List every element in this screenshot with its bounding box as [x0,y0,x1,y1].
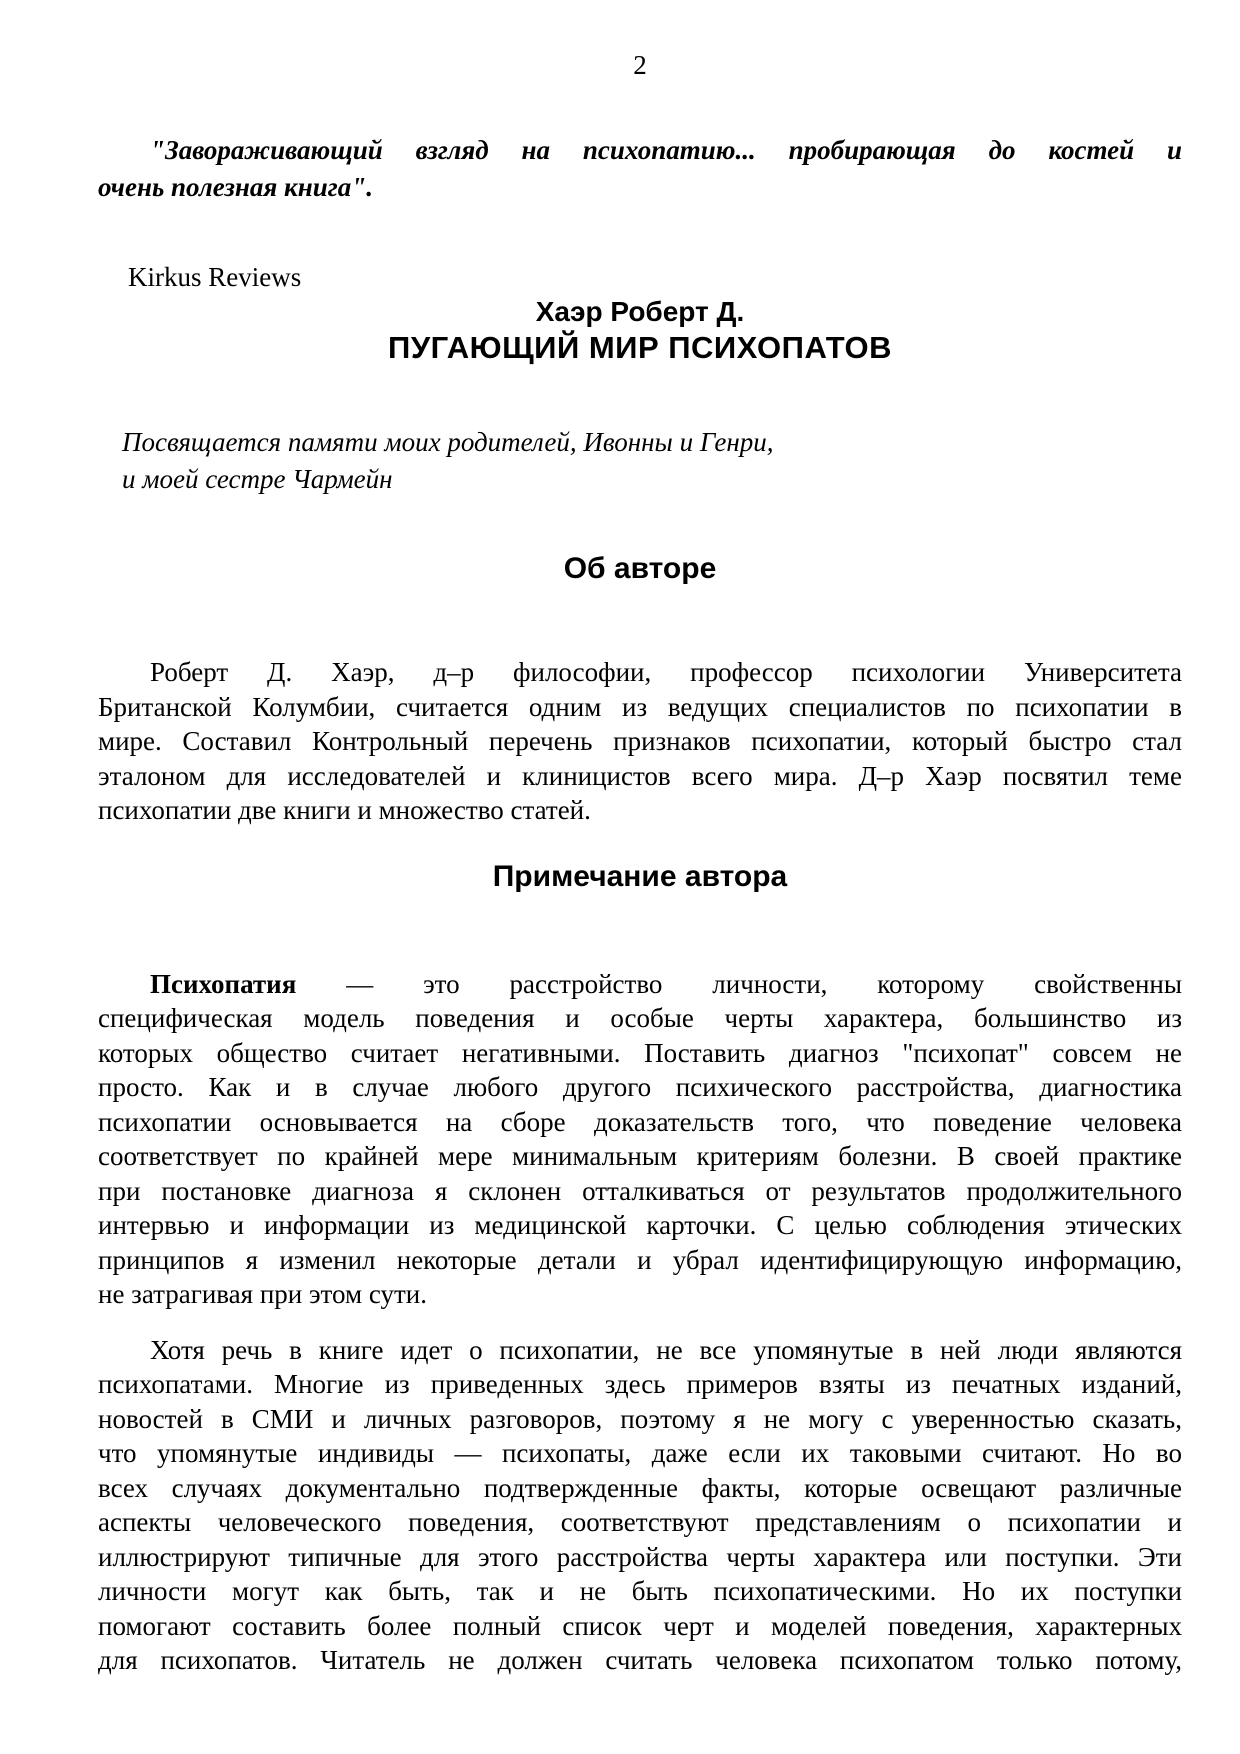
text-line: психопатами. Многие из приведенных здесь примеров взяты из печатных изданий, [98,1369,1182,1399]
paragraph-lead-word: Психопатия [150,968,297,999]
authors-note-paragraph-1 [98,967,1182,1312]
text-line: для психопатов. Читатель не должен считать человека психопатом только потому, [98,1645,1182,1675]
text-line: просто. Как и в случае любого другого психического расстройства, диагностика [98,1072,1182,1102]
text-line: не затрагивая при этом сути. [98,1279,427,1309]
section-heading-about-author: Об авторе [563,552,717,585]
review-attribution: Kirkus Reviews [128,262,302,292]
text-line [98,967,1182,1002]
text-line: специфическая модель поведения и особые черты характера, большинство из [98,1003,1182,1033]
page-number: 2 [633,50,647,80]
text-line: Британской Колумбии, считается одним из ведущих специалистов по психопатии в [98,691,1182,722]
text-line: что упомянутые индивиды — психопаты, даже если их таковыми считают. Но во [98,1438,1182,1468]
review-quote-line: очень полезная книга". [98,172,373,202]
about-author-paragraph [98,655,1182,828]
text-line: новостей в СМИ и личных разговоров, поэтому я не могу с уверенностью сказать, [98,1403,1182,1434]
text-line: всех случаях документально подтвержденные факты, которые освещают различные [98,1472,1182,1503]
text-line: психопатии основывается на сборе доказательств того, что поведение человека [98,1106,1182,1137]
text-line: мире. Составил Контрольный перечень признаков психопатии, который быстро стал [98,726,1182,756]
dedication [122,424,1182,498]
text-line: психопатии две книги и множество статей. [98,795,591,825]
text-line: которых общество считает негативными. Поставить диагноз "психопат" совсем не [98,1037,1182,1068]
text-line: Роберт Д. Хаэр, д–р философии, профессор психологии Университета [150,657,1182,687]
dedication-line: и моей сестре Чармейн [122,464,393,494]
dedication-line: Посвящается памяти моих родителей, Ивонны и Генри, [122,427,774,457]
text-line: при постановке диагноза я склонен отталкиваться от результатов продолжительного [98,1175,1182,1206]
book-title-text: ПУГАЮЩИЙ МИР ПСИХОПАТОВ [388,330,892,365]
text-line: принципов я изменил некоторые детали и убрал идентифицирующую информацию, [98,1244,1182,1275]
review-quote-line: "Завораживающий взгляд на психопатию... пробирающая до костей и [150,135,1182,165]
text-line: интервью и информации из медицинской карточки. С целью соблюдения этических [98,1210,1182,1240]
text-line: аспекты человеческого поведения, соответствуют представлениям о психопатии и [98,1507,1182,1537]
text-line: помогают составить более полный список черт и моделей поведения, характерных [98,1610,1182,1641]
text-line: Хотя речь в книге идет о психопатии, не все упомянутые в ней люди являются [150,1334,1182,1365]
text-line: иллюстрируют типичные для этого расстройства черты характера или поступки. Эти [98,1541,1182,1572]
book-author-name: Хаэр Роберт Д. [535,296,745,327]
paragraph-lead-rest: — это расстройство личности, которому свойственны [296,968,1182,999]
review-quote [98,132,1182,206]
authors-note-paragraph-2 [98,1333,1182,1678]
text-line: соответствует по крайней мере минимальным критериям болезни. В своей практике [98,1141,1182,1171]
section-heading-authors-note: Примечание автора [492,859,788,893]
text-line: личности могут как быть, так и не быть психопатическими. Но их поступки [98,1576,1182,1606]
text-line: эталоном для исследователей и клиницистов всего мира. Д–р Хаэр посвятил теме [98,760,1182,791]
book-title-block [98,294,1182,366]
